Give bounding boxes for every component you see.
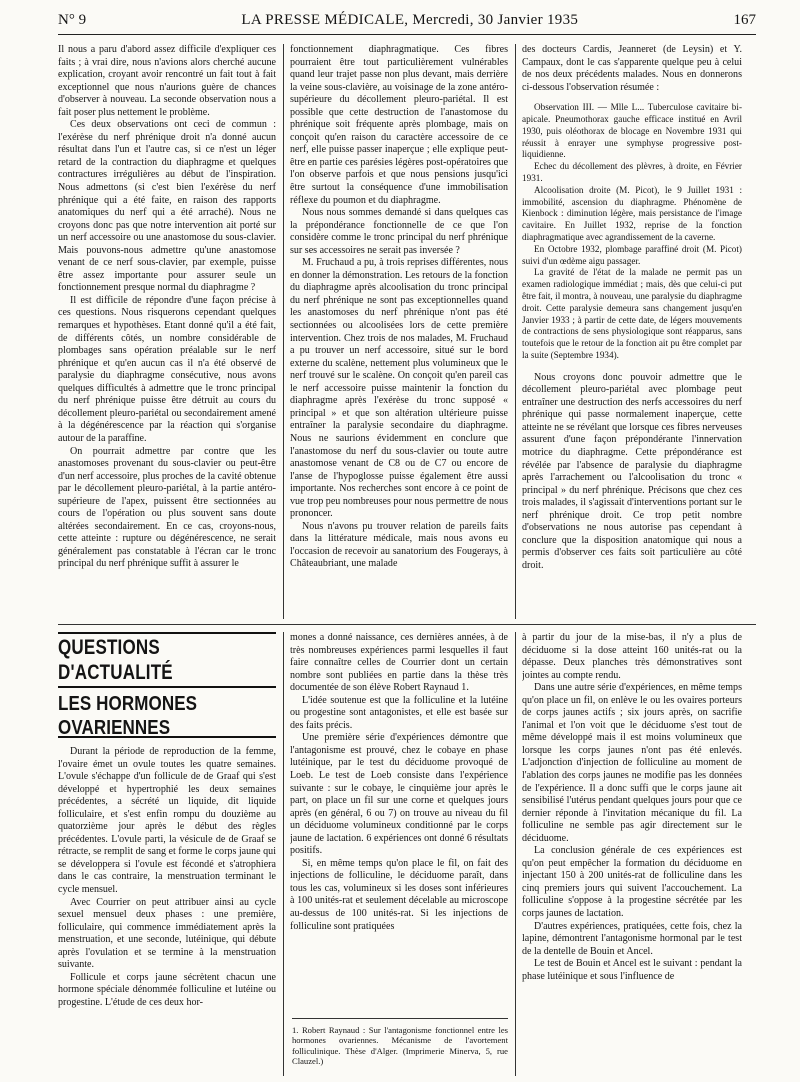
paragraph: D'autres expériences, pratiquées, cette fois, chez la lapine, démontrent l'antagonisme hormonal par le test de la dentelle de Bouin et Ancel. (522, 920, 742, 957)
paragraph: L'idée soutenue est que la folliculine et la lutéine ou progestine sont antagonistes, et elle est basée sur des faits précis. (290, 694, 508, 731)
paragraph: Si, en même temps qu'on place le fil, on fait des injections de folliculine, le déciduome paraît, dans tous les cas, volumineux si les doses sont inférieures à 100 unités-rat et seulement décelable au microscope au-dessus de 100 unités-rat. Si les injections de folliculine sont pratiquées (290, 857, 508, 932)
observation-paragraph: En Octobre 1932, plombage paraffiné droit (M. Picot) suivi d'un œdème aigu passager. (522, 243, 742, 266)
observation-paragraph: Observation III. — Mlle L... Tuberculose cavitaire bi-apicale. Pneumothorax gauche efficace institué en Avril 1930, puis oléothorax de blocage en Novembre 1931 qui réussit à enrayer une symphyse progressive post-liquidienne. (522, 102, 742, 160)
article-title: LES HORMONES OVARIENNES (58, 696, 276, 738)
page-number: 167 (733, 12, 756, 28)
paragraph: fonctionnement diaphragmatique. Ces fibres pourraient être tout particulièrement vulnérables quand leur trajet passe non plus devant, mais derrière la veine sous-clavière, au voisinage de la zone antéro-supérieure du décollement pleuro-pariétal. Il est possible que cette destruction de l'anastomose du phrénique soit fréquente après plombage, mais on conçoit qu'en raison du caractère accessoire de ce nerf, elle puisse passer inaperçue ; elle explique peut-être en partie ces parésies légères post-opératoires que l'on observe parfois et que nous pensions jusqu'ici être surtout la conséquence d'une immobilisation réflexe du poumon et du diaphragme. (290, 44, 508, 206)
article-column-1 (58, 746, 276, 1076)
paragraph: à partir du jour de la mise-bas, il n'y a plus de déciduome si la dose atteint 160 unités-rat ou la dépasse. Deux planches très démonstratives sont jointes au compte rendu. (522, 632, 742, 681)
article-column-3 (522, 632, 742, 1076)
journal-title: LA PRESSE MÉDICALE, Mercredi, 30 Janvier 1935 (241, 12, 579, 28)
observation-paragraph: La gravité de l'état de la malade ne permit pas un examen radiologique immédiat ; mais, dès que celui-ci put être fait, il montra, à nouveau, une paralysie du diaphragme droit. Cette paralysie demeura sans changement jusqu'en Janvier 1933 ; à partir de cette date, de légers mouvements de contractions de sens physiologique sont réapparus, sans toutefois que le retour de la fonction ait pu être complet par la suite (Septembre 1934). (522, 267, 742, 360)
observation-paragraph: Echec du décollement des plèvres, à droite, en Février 1931. (522, 161, 742, 183)
top-column-1 (58, 44, 276, 619)
article-column-2 (290, 632, 508, 1012)
paragraph: Le test de Bouin et Ancel est le suivant : pendant la phase lutéinique et sous l'influence de (522, 958, 742, 982)
paragraph: M. Fruchaud a pu, à trois reprises différentes, nous en donner la démonstration. Les retours de la fonction du diaphragme après alcoolisation du tronc principal du nerf phrénique ne sont pas exceptionnelles quand les anastomoses du nerf phrénique n'ont pas été sectionnées ou alcoolisées lors de cette première intervention. Chez trois de nos malades, M. Fruchaud a pu trouver un nerf accessoire, situé sur le bord externe du scalène, nettement plus volumineux que le nerf trouvé sur le scalène. On conçoit qu'en pareil cas le nerf accessoire puisse maintenir la fonction du diaphragme après l'exérèse du tronc supposé « principal » et que son altération ultérieure puisse entraîner la paralysie secondaire du diaphragme. Nous ne saurions évidemment en conclure que l'anastomose du nerf du sous-clavier ou toute autre anastomose venant de C8 ou de C7 ou encore de l'anse de l'hypoglosse puisse également être aussi importante. Nos recherches sont encore à ce point de vue trop peu nombreuses pour nous permettre de nous prononcer. (290, 257, 508, 520)
observation-paragraph: Alcoolisation droite (M. Picot), le 9 Juillet 1931 : immobilité, ascension du diaphragme. Phénomène de Kienbock : diminution légère, mais persistance de l'image cavitaire. En Juillet 1932, reprise de la fonction diaphragmatique avec agrandissement de la caverne. (522, 184, 742, 242)
section-heading: QUESTIONS D'ACTUALITÉ (58, 632, 276, 688)
column-divider (515, 44, 516, 619)
paragraph: Follicule et corps jaune sécrètent chacun une hormone spéciale dénommée folliculine et lutéine ou progestine. L'étude de ces deux hor- (58, 971, 276, 1008)
issue-number: N° 9 (58, 12, 87, 28)
paragraph: Durant la période de reproduction de la femme, l'ovaire émet un ovule toutes les quatre semaines. L'ovule s'échappe d'un follicule de de Graaf qui s'est développé et hypertrophié les deux semaines précédentes, a sécrété un liquide, dit liquide folliculaire, et s'est enfin rompu du douzième au quatorzième jour après le début des règles précédentes. L'ovule parti, la vésicule de de Graaf se rétracte, se remplit de sang et forme le corps jaune qui se développera si l'ovule est fécondé et s'atrophiera dans le cas contraire, la menstruation terminant le cycle mensuel. (58, 746, 276, 896)
paragraph: Il est difficile de répondre d'une façon précise à ces questions. Nous risquerons cependant quelques remarques et hypothèses. Etant donné qu'il a été fait, de différents côtés, un nombre considérable de plombages sans opération préalable sur le nerf phrénique et qu'en aucun cas il n'a été observé de paralysie du diaphragme consécutive, nous avons quelques difficultés à admettre que le tronc principal du nerf phrénique puisse être détruit au cours du décollement pleuro-pariétal ou secondairement amené à la dégénérescence par la réaction qui s'organise autour de la paraffine. (58, 294, 276, 444)
paragraph: Nous croyons donc pouvoir admettre que le décollement pleuro-pariétal avec plombage peut entraîner une destruction des nerfs accessoires du nerf phrénique qui passe normalement inaperçue, cette atteinte ne se révélant que lorsque ces fibres nerveuses assurent d'une façon prépondérante l'innervation motrice du diaphragme. Cette prépondérance est révélée par l'absence de paralysie du diaphragme après l'arrachement ou l'alcoolisation du tronc « principal » du nerf phrénique. Précisons que chez ces trois malades, il s'agissait d'interventions portant sur le nerf phrénique droit. Ce trop petit nombre d'observations ne nous autorise pas cependant à conclure que la disposition anatomique qui nous a permis d'observer ces faits soit particulière au côté droit. (522, 371, 742, 571)
footnote: 1. Robert Raynaud : Sur l'antagonisme fonctionnel entre les hormones ovariennes. Mécanisme de l'avortement folliculinique. Thèse d'Alger. (Imprimerie Minerva, 5, rue Clauzel.) (292, 1018, 508, 1067)
section-rule (58, 624, 756, 625)
paragraph: Une première série d'expériences démontre que l'antagonisme est prouvé, chez le cobaye en phase lutéinique, par le test du déciduome provoqué de Loeb. Le test de Loeb consiste dans l'expérience suivante : sur le cobaye, le cinquième jour après le part, on place un fil sur une corne et quelques jours après (en général, 6 ou 7) on trouve au niveau du fil un déciduome volumineux conditionné par le corps jaune de lactation. 6 expériences ont donné 6 résultats positifs. (290, 732, 508, 857)
paragraph: Dans une autre série d'expériences, en même temps qu'on place un fil, on enlève le ou les ovaires porteurs de corps jaunes actifs ; six jours après, on sacrifie l'animal et l'on voit que le déciduome s'est tout de même développé mais il est moins volumineux que lorsque les corps jaunes n'ont pas été enlevés. L'adjonction d'injection de folliculine au moment de l'ablation des corps jaunes ne modifie pas les données de l'expérience. Il a donc suffi que le corps jaune ait sensibilisé l'utérus pendant quelques jours pour que ce dernier réponde à l'invitation mécanique du fil. La folliculine ne semble pas agir directement sur le déciduome. (522, 682, 742, 844)
column-divider (283, 44, 284, 619)
page-header (58, 12, 756, 35)
paragraph: des docteurs Cardis, Jeanneret (de Leysin) et Y. Campaux, dont le cas s'apparente quelque peu à celui de nos deux précédents malades. Nous en donnerons ci-dessous l'observation résumée : (522, 44, 742, 93)
top-column-2 (290, 44, 508, 619)
column-divider (283, 632, 284, 1076)
column-divider (515, 632, 516, 1076)
paragraph: mones a donné naissance, ces dernières années, à de très nombreuses expériences parmi lesquelles il faut faire connaître celles de Courrier dont un certain nombre sont publiées en partie dans la thèse très documentée de son élève Robert Raynaud 1. (290, 632, 508, 694)
paragraph: Ces deux observations ont ceci de commun : l'exérèse du nerf phrénique droit n'a donné aucun résultat dans l'un et l'autre cas, si ce n'est un léger retard de la contraction du diaphragme et quelques contractures irrégulières au début de l'inspiration. Nous admettons (si c'est bien l'exérèse du nerf phrénique qui a été faite, en raison des rapports anatomiques du nerf qui a été arraché). Nous ne croyons donc pas que notre intervention ait porté sur un nerf accessoire ou une anastomose du sous-clavier. Mais pouvons-nous admettre qu'une anastomose venant de ce nerf sous-clavier, par exemple, puisse être assez importante pour assurer seule un fonctionnement presque normal du diaphragme ? (58, 119, 276, 294)
paragraph: Il nous a paru d'abord assez difficile d'expliquer ces faits ; à vrai dire, nous n'avions alors cherché aucune explication, croyant avoir rencontré un fait tout à fait exceptionnel que nous n'aurions guère de chances d'observer à nouveau. La seconde observation nous a fait poser plus nettement le problème. (58, 44, 276, 118)
paragraph: Avec Courrier on peut attribuer ainsi au cycle sexuel mensuel deux phases : une première, folliculaire, qui commence immédiatement après la menstruation, et une seconde, lutéinique, qui débute après l'ovulation et se termine à la menstruation suivante. (58, 896, 276, 971)
paragraph: Nous n'avons pu trouver relation de pareils faits dans la littérature médicale, mais nous avons eu l'occasion de recevoir au sanatorium des Fougerays, à Châteaubriant, une malade (290, 520, 508, 570)
paragraph: La conclusion générale de ces expériences est qu'on peut empêcher la formation du déciduome en injectant 150 à 200 unités-rat de folliculine dans les cinq premiers jours qui suivent l'accouchement. La folliculine s'oppose à la progestine sécrétée par les corps jaunes de lactation. (522, 845, 742, 920)
paragraph: Nous nous sommes demandé si dans quelques cas la prépondérance fonctionnelle de ce que l'on considère comme le tronc principal du nerf phrénique sur ses accessoires ne serait pas inversée ? (290, 207, 508, 256)
paragraph: On pourrait admettre par contre que les anastomoses provenant du sous-clavier ou peut-être d'un nerf accessoire, plus proches de la cavité obtenue par le décollement pleuro-pariétal, à la partie antéro-supérieure de l'apex, puissent être sectionnées au cours de l'opération ou plus souvent sans doute altérées secondairement. En ce cas, croyons-nous, cette atteinte : rupture ou dégénérescence, ne serait généralement pas constatable à l'écran car le tronc principal du nerf phrénique suffit à assurer le (58, 445, 276, 570)
top-column-3 (522, 44, 742, 619)
